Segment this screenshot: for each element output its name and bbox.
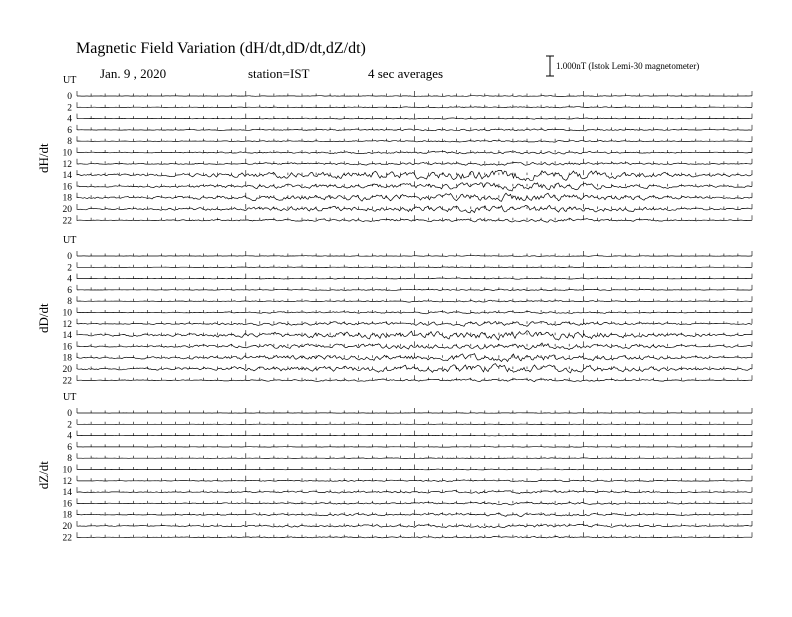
time-ticks: [77, 204, 752, 209]
date-label: Jan. 9 , 2020: [100, 66, 166, 81]
time-ticks: [77, 341, 752, 346]
row-label: 18: [63, 511, 73, 521]
scale-bar: [546, 56, 699, 76]
time-ticks: [77, 285, 752, 290]
time-ticks: [77, 274, 752, 279]
time-ticks: [77, 353, 752, 358]
time-ticks: [77, 498, 752, 503]
panel-ylabel: dZ/dt: [36, 461, 51, 490]
time-ticks: [77, 364, 752, 369]
row-label: 16: [63, 499, 73, 509]
time-ticks: [77, 308, 752, 313]
time-ticks: [77, 442, 752, 447]
row-label: 18: [63, 194, 73, 204]
time-ticks: [77, 296, 752, 301]
row-label: 22: [63, 216, 73, 226]
time-ticks: [77, 136, 752, 141]
row-label: 6: [67, 443, 72, 453]
row-label: 20: [63, 365, 73, 375]
time-ticks: [77, 510, 752, 515]
row-label: 0: [67, 252, 72, 262]
time-ticks: [77, 159, 752, 164]
time-ticks: [77, 215, 752, 220]
time-ticks: [77, 114, 752, 119]
panels-group: [36, 75, 752, 543]
time-ticks: [77, 262, 752, 267]
ut-label: UT: [63, 235, 76, 246]
row-label: 16: [63, 342, 73, 352]
row-label: 10: [63, 149, 73, 159]
row-label: 12: [63, 320, 73, 330]
row-label: 22: [63, 533, 73, 543]
row-label: 0: [67, 92, 72, 102]
time-ticks: [77, 102, 752, 107]
time-ticks: [77, 91, 752, 96]
time-ticks: [77, 170, 752, 175]
averaging-label: 4 sec averages: [368, 66, 443, 81]
row-label: 12: [63, 160, 73, 170]
time-ticks: [77, 431, 752, 436]
time-ticks: [77, 487, 752, 492]
row-label: 22: [63, 376, 73, 386]
row-label: 8: [67, 454, 72, 464]
row-label: 18: [63, 354, 73, 364]
time-ticks: [77, 521, 752, 526]
panel-ylabel: dH/dt: [36, 143, 51, 173]
row-label: 14: [63, 331, 73, 341]
row-label: 2: [67, 103, 72, 113]
station-label: station=IST: [248, 66, 310, 81]
row-label: 2: [67, 420, 72, 430]
time-ticks: [77, 532, 752, 537]
row-label: 4: [67, 432, 72, 442]
row-label: 14: [63, 488, 73, 498]
panel-ylabel: dD/dt: [36, 303, 51, 333]
scale-bar-label: 1.000nT (Istok Lemi-30 magnetometer): [556, 61, 699, 71]
row-label: 4: [67, 275, 72, 285]
row-label: 6: [67, 126, 72, 136]
chart-title: Magnetic Field Variation (dH/dt,dD/dt,dZ/dt): [76, 40, 366, 57]
row-label: 6: [67, 286, 72, 296]
time-ticks: [77, 408, 752, 413]
time-ticks: [77, 319, 752, 324]
row-label: 8: [67, 137, 72, 147]
time-ticks: [77, 148, 752, 153]
time-ticks: [77, 125, 752, 130]
row-label: 2: [67, 263, 72, 273]
time-ticks: [77, 453, 752, 458]
time-ticks: [77, 251, 752, 256]
time-ticks: [77, 375, 752, 380]
row-label: 0: [67, 409, 72, 419]
row-label: 16: [63, 182, 73, 192]
row-label: 10: [63, 466, 73, 476]
row-label: 20: [63, 522, 73, 532]
row-label: 4: [67, 115, 72, 125]
ut-label: UT: [63, 392, 76, 403]
time-ticks: [77, 465, 752, 470]
row-label: 14: [63, 171, 73, 181]
time-ticks: [77, 476, 752, 481]
ut-label: UT: [63, 75, 76, 86]
row-label: 10: [63, 309, 73, 319]
row-label: 20: [63, 205, 73, 215]
row-label: 8: [67, 297, 72, 307]
time-ticks: [77, 419, 752, 424]
row-label: 12: [63, 477, 73, 487]
